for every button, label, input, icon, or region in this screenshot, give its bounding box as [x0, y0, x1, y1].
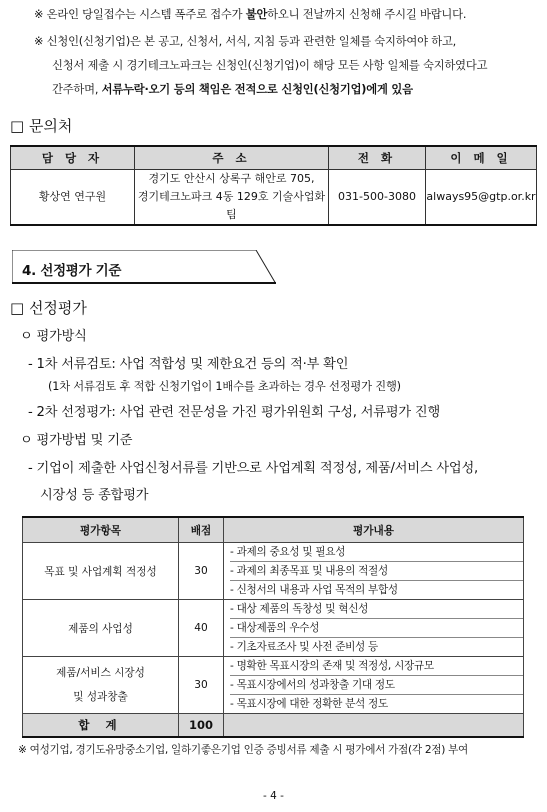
contact-section-title: □ 문의처	[10, 117, 73, 135]
eval-header-item: 평가항목	[23, 517, 179, 543]
eval-header-content: 평가내용	[224, 517, 524, 543]
eval-content-item: - 명확한 목표시장의 존재 및 적정성, 시장규모	[230, 660, 434, 672]
eval-content-item: - 기초자료조사 및 사전 준비성 등	[230, 637, 523, 656]
eval-method-1-note: (1차 서류검토 후 적합 신청기업이 1배수를 초과하는 경우 선정평가 진행)	[48, 380, 401, 393]
bonus-footnote: ※ 여성기업, 경기도유망중소기업, 일하기좋은기업 인증 증빙서류 제출 시 평가에서 가점(각 2점) 부여	[18, 744, 468, 756]
eval-row	[23, 600, 524, 657]
eval-total-empty	[224, 714, 524, 738]
eval-item-line1: 제품/서비스 시장성	[56, 667, 145, 679]
eval-score: 30	[179, 543, 224, 600]
evaluation-table	[22, 516, 524, 738]
eval-content-item: - 신청서의 내용과 사업 목적의 부합성	[230, 580, 523, 599]
eval-total-row	[23, 714, 524, 738]
contact-address-line1: 경기도 안산시 상록구 해안로 705,	[148, 172, 315, 185]
eval-row	[23, 543, 524, 600]
eval-total-label: 합 계	[23, 714, 179, 738]
contact-table	[10, 145, 537, 226]
eval-criteria-line2: 시장성 등 종합평가	[40, 488, 149, 503]
eval-method-2: - 2차 선정평가: 사업 관련 전문성을 가진 평가위원회 구성, 서류평가 진행	[28, 405, 440, 420]
contact-header-address: 주 소	[135, 146, 329, 170]
eval-score: 30	[179, 657, 224, 714]
contact-person: 황상연 연구원	[11, 170, 135, 226]
eval-criteria-title: ㅇ 평가방법 및 기준	[20, 433, 133, 448]
eval-content-item: - 목표시장에서의 성과창출 기대 정도	[230, 675, 523, 694]
eval-item: 목표 및 사업계획 적정성	[23, 543, 179, 600]
contact-header-phone: 전 화	[329, 146, 426, 170]
eval-content-item: - 목표시장에 대한 정확한 분석 정도	[230, 694, 523, 713]
contact-email: always95@gtp.or.kr	[426, 170, 537, 226]
contact-header-email: 이 메 일	[426, 146, 537, 170]
eval-content-item: - 대상 제품의 독창성 및 혁신성	[230, 603, 369, 615]
contact-address-line2: 경기테크노파크 4동 129호 기술사업화팀	[137, 190, 326, 221]
notice-line-3: 신청서 제출 시 경기테크노파크는 신청인(신청기업)이 해당 모든 사항 일체를 숙지하였다고	[52, 59, 488, 72]
eval-item-line2: 및 성과창출	[73, 691, 128, 703]
contact-address	[135, 170, 329, 226]
eval-method-1: - 1차 서류검토: 사업 적합성 및 제한요건 등의 적·부 확인	[28, 357, 349, 372]
eval-content-item: - 대상제품의 우수성	[230, 618, 523, 637]
eval-score: 40	[179, 600, 224, 657]
selection-eval-title: □ 선정평가	[10, 299, 87, 317]
eval-method-title: ㅇ 평가방식	[20, 329, 87, 344]
eval-contents	[224, 543, 524, 600]
eval-contents	[224, 600, 524, 657]
contact-phone: 031-500-3080	[329, 170, 426, 226]
eval-criteria-line1: - 기업이 제출한 사업신청서류를 기반으로 사업계획 적정성, 제품/서비스 사업성,	[28, 461, 478, 476]
eval-header-score: 배점	[179, 517, 224, 543]
eval-content-item: - 과제의 최종목표 및 내용의 적절성	[230, 561, 523, 580]
eval-item: 제품의 사업성	[23, 600, 179, 657]
page-number: - 4 -	[263, 790, 284, 802]
eval-item	[23, 657, 179, 714]
section-heading: 4. 선정평가 기준	[22, 263, 122, 279]
notice-line-2: ※ 신청인(신청기업)은 본 공고, 신청서, 서식, 지침 등과 관련한 일체를 숙지하여야 하고,	[34, 35, 457, 48]
eval-content-item: - 과제의 중요성 및 필요성	[230, 546, 346, 558]
eval-row	[23, 657, 524, 714]
contact-header-person: 담 당 자	[11, 146, 135, 170]
notice-line-1: ※ 온라인 당일접수는 시스템 폭주로 접수가 불안하오니 전날까지 신청해 주시길 바랍니다.	[34, 8, 467, 21]
eval-contents	[224, 657, 524, 714]
notice-line-4: 간주하며, 서류누락·오기 등의 책임은 전적으로 신청인(신청기업)에게 있음	[52, 83, 413, 96]
eval-total-score: 100	[179, 714, 224, 738]
